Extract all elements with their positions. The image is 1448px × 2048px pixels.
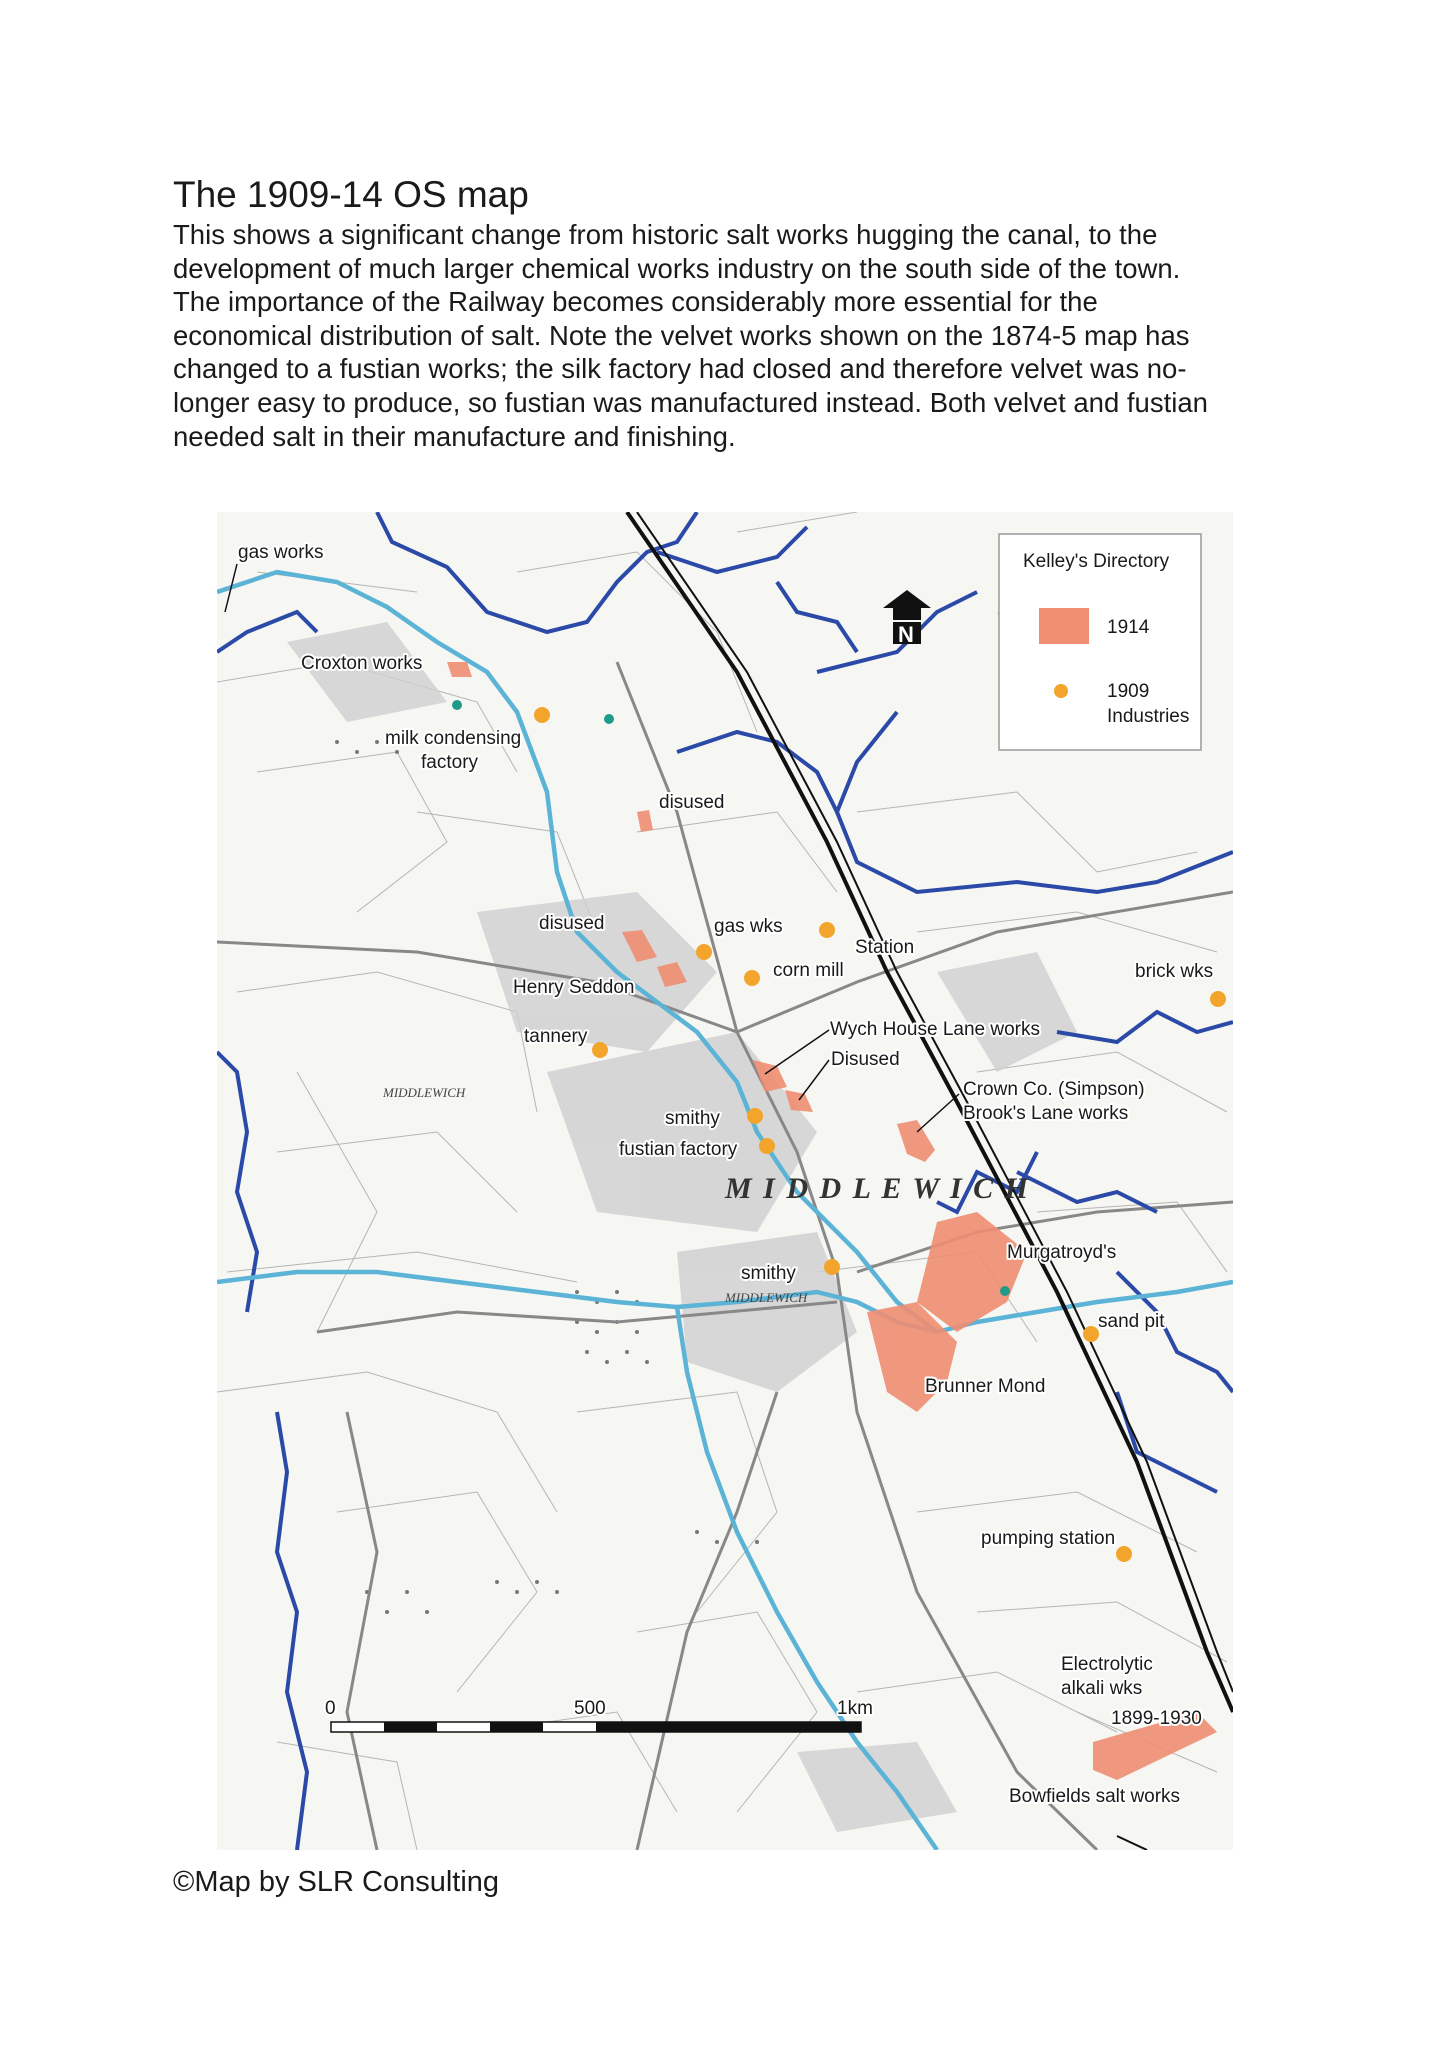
intro-line: needed salt in their manufacture and finishing. [173,420,736,452]
intro-line: changed to a fustian works; the silk factory had closed and therefore velvet was no- [173,353,1187,385]
industry-dot [1083,1326,1099,1342]
legend-title: Kelley's Directory [1023,551,1170,572]
legend-label-1914: 1914 [1107,617,1150,638]
legend [999,534,1201,750]
label-middlewich-small: MIDDLEWICH [383,1085,466,1100]
label-brooks-lane-works: Brook's Lane works [963,1103,1129,1124]
label-wych-house-lane-works: Wych House Lane works [830,1019,1040,1040]
industry-dot [696,944,712,960]
map-credit: ©Map by SLR Consulting [173,1866,500,1898]
label-henry-seddon: Henry Seddon [513,977,635,998]
intro-line: economical distribution of salt. Note the velvet works shown on the 1874-5 map has [173,319,1190,351]
map-canvas [217,512,1233,1850]
label-middlewich-mid: MIDDLEWICH [725,1290,808,1305]
label-disused: disused [659,792,725,813]
label-disused: disused [539,913,605,934]
industry-dot [1210,991,1226,1007]
label-gas-works: gas works [238,542,324,563]
label-pumping-station: pumping station [981,1528,1116,1549]
page-title: The 1909-14 OS map [173,174,529,215]
label-milk-condensing: milk condensing [385,728,522,749]
label-smithy: smithy [665,1108,720,1129]
scale-label-500: 500 [574,1698,606,1719]
intro-line: development of much larger chemical works industry on the south side of the town. [173,252,1181,284]
label-crown-co: Crown Co. (Simpson) [963,1079,1145,1100]
os-map-figure [217,512,1233,1850]
legend-label-industries: Industries [1107,706,1190,727]
legend-label-1909: 1909 [1107,681,1150,702]
scale-label-1km: 1km [837,1698,873,1719]
label-alkali-wks: alkali wks [1061,1678,1143,1699]
intro-line: longer easy to produce, so fustian was manufactured instead. Both velvet and fustian [173,386,1208,418]
scale-bar-segment [384,1722,437,1732]
industry-dot [759,1138,775,1154]
intro-paragraph [173,218,1303,453]
intro-line: This shows a significant change from historic salt works hugging the canal, to the [173,219,1158,250]
label-croxton-works: Croxton works [301,653,423,674]
scale-bar-segment [490,1722,543,1732]
label-middlewich-large: M I D D L E W I C H [725,1172,1031,1205]
label-electrolytic-years: 1899-1930 [1111,1708,1202,1729]
industry-dot [819,922,835,938]
label-electrolytic: Electrolytic [1061,1654,1153,1675]
north-label: N [898,622,914,647]
industry-dot [824,1259,840,1275]
scale-label-zero: 0 [325,1698,336,1719]
legend-swatch-1914 [1039,608,1089,644]
label-tannery: tannery [524,1026,588,1047]
legend-swatch-1909 [1054,684,1068,698]
industry-dot [747,1108,763,1124]
label-brunner-mond: Brunner Mond [925,1376,1046,1397]
industry-dot [534,707,550,723]
scale-bar-segment [596,1722,861,1732]
label-brick-wks: brick wks [1135,961,1214,982]
label-station: Station [855,937,915,958]
label-sand-pit: sand pit [1098,1311,1165,1332]
label-bowfields-salt-works: Bowfields salt works [1009,1786,1181,1807]
label-smithy: smithy [741,1263,796,1284]
label-murgatroyds: Murgatroyd's [1007,1242,1117,1263]
intro-line: The importance of the Railway becomes considerably more essential for the [173,286,1098,318]
label-gas-wks: gas wks [714,916,783,937]
label-corn-mill: corn mill [773,960,844,981]
industry-dot [744,970,760,986]
industry-dot [1116,1546,1132,1562]
label-disused: Disused [831,1049,900,1070]
label-fustian-factory: fustian factory [619,1139,738,1160]
industry-dot [592,1042,608,1058]
label-factory: factory [421,752,479,773]
